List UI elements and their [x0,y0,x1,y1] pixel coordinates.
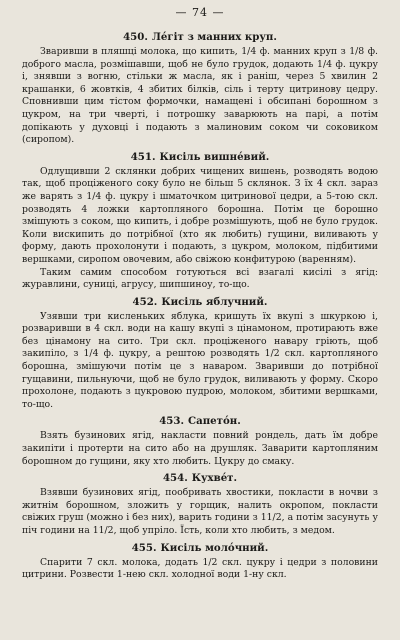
recipe-455 [22,542,378,582]
recipe-453 [22,415,378,468]
recipe-text: Зваривши в пляшцi молока, що кипить, 1/4 ф. манних круп з 1/8 ф. доброго масла, розмiшавши, щоб не було грудок, додають 1/4 ф. цукру i, знявши з вогню, стiльки ж масла, як i раніш, через 5 хвилин 2 крашанки, 6 жовткiв, 4 збитих бiлкiв, сiль i терту цитринову цедру. Сповнивши цим тiстом формочки, намащені і обсипані борошном з цукром, на три чвертi, i потрошку заварюють на парi, а потiм допiкають у духовцi i подають з малиновим соком чи соковиком (сиропом). [22,46,378,146]
recipe-name: Кухвéт. [191,472,238,485]
recipe-name: Сапетóн. [188,415,241,428]
recipe-text: Спарити 7 скл. молока, додать 1/2 скл. цукру i цедри з половини цитрини. Розвести 1-нею скл. холодної води 1-ну скл. [22,556,378,581]
recipe-text: Одлущивши 2 склянки добрих чищених вишень, розводять водою так, щоб процiженого соку було не бiльш 5 склянок. З їх 4 скл. зараз же варять з 1/4 ф. цукру i шматочком цитринової цедри, а 5-тою скл. розводять 4 ложки картопляного борошна. Потiм це борошно змiшують з соком, що кипить, i добре розмiшують, щоб не було грудок. Коли вискипить до потрiбної (хто як любить) гущини, виливають у форму, дають прохолонути i подають, з цукром, молоком, пiдбитими вершками, сиропом овочевим, або свiжою конфитурою (варенням). [22,165,378,265]
recipe-text: Таким самим способом готуються всi взагалi кисiлi з ягiд: журавлини, суницi, агрусу, шипшиноу, то-що. [22,266,378,291]
recipe-title [22,542,378,554]
recipe-title [22,415,378,427]
recipe-number: 453. [159,415,185,428]
recipe-text: Узявши три кисленьких яблука, кришуть їх вкупi з шкуркою i, розваривши в 4 скл. води на кашу вкупi з цiнамоном, протирають вже без цiнамону на сито. Три скл. процiженого навару грiють, щоб закипiло, з 1/4 ф. цукру, а рештою розводять 1/2 скл. картопляного борошна, змiшуючи потiм це з наваром. Зваривши до потрiбної гущавини, пильнуючи, щоб не було грудок, виливають у форму. Скоро прохолоне, подають з цукровою пудрою, молоком, збитими вершками, то-що. [22,310,378,410]
recipe-name: Кисiль молóчний. [160,541,269,554]
recipe-title [22,151,378,163]
recipe-number: 452. [132,295,158,308]
recipe-text: Взявши бузинових ягiд, пообривать хвостики, покласти в ночви з житнiм борошном, зложить у горщик, налить окропом, покласти свiжих груш (можно i без них), варить години з 11/2, а потiм засунуть у пiч години на 11/2, щоб упрiло. Їсть, коли хто любить, з медом. [22,487,378,536]
recipe-450 [22,31,378,147]
recipe-number: 454. [162,472,188,485]
recipe-number: 450. [123,31,148,43]
recipe-title [22,472,378,484]
recipe-454 [22,472,378,537]
recipe-name: Лéгiт з манних круп. [151,31,277,43]
page-number: — 74 — [175,6,225,19]
recipe-title [22,296,378,308]
recipe-452 [22,296,378,412]
recipe-451 [22,151,378,292]
recipe-number: 455. [131,541,157,554]
recipe-name: Кисiль яблучний. [161,295,268,308]
recipe-text: Взять бузинових ягiд, накласти повний рондель, дать їм добре закипiти i протерти на сито або на друшляк. Заварити картопляним борошном до гущини, яку хто любить. Цукру до смаку. [22,430,378,467]
recipe-number: 451. [130,150,156,163]
recipe-title [22,31,378,43]
recipe-name: Кисiль вишнéвий. [159,150,270,163]
